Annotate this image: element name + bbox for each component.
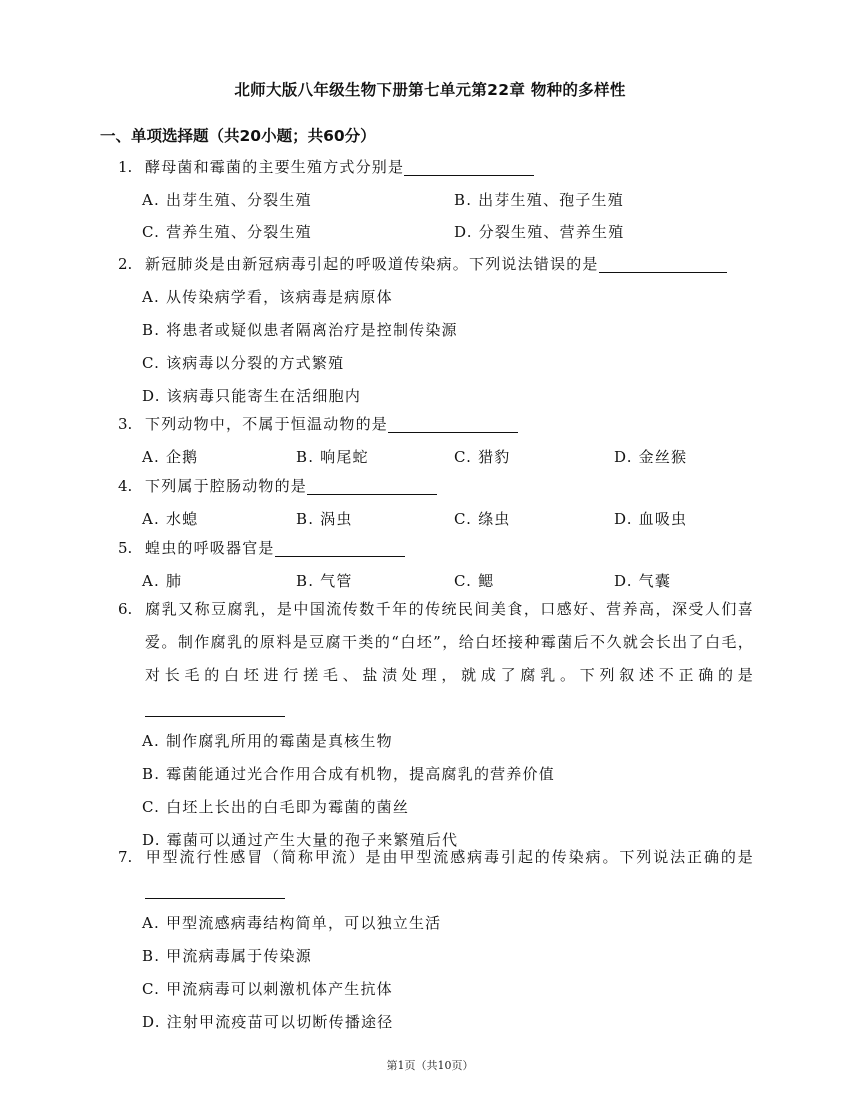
option-a[interactable]: A. 从传染病学看，该病毒是病原体 [142,288,393,306]
option-c[interactable]: C. 鳃 [454,572,495,590]
option-a[interactable]: A. 制作腐乳所用的霉菌是真核生物 [142,732,393,750]
answer-blank[interactable] [145,880,285,899]
option-b[interactable]: B. 出芽生殖、孢子生殖 [454,191,624,209]
option-d[interactable]: D. 气囊 [614,572,672,590]
question-4 [118,470,758,535]
answer-blank[interactable] [307,476,437,495]
option-d[interactable]: D. 分裂生殖、营养生殖 [454,223,625,241]
answer-blank[interactable] [388,414,518,433]
option-b[interactable]: B. 响尾蛇 [296,448,369,466]
option-b[interactable]: B. 气管 [296,572,353,590]
question-stem: 2. 新冠肺炎是由新冠病毒引起的呼吸道传染病。下列说法错误的是 [118,248,758,281]
option-b[interactable]: B. 将患者或疑似患者隔离治疗是控制传染源 [142,321,458,339]
option-a[interactable]: A. 肺 [142,572,183,590]
question-7 [118,841,758,1039]
option-d[interactable]: D. 血吸虫 [614,510,688,528]
answer-blank[interactable] [275,538,405,557]
option-a[interactable]: A. 出芽生殖、分裂生殖 [142,191,312,209]
answer-blank[interactable] [599,254,727,273]
page-number-footer: 第1页（共10页） [386,1059,474,1072]
option-a[interactable]: A. 水螅 [142,510,199,528]
question-stem: 7. 甲型流行性感冒（简称甲流）是由甲型流感病毒引起的传染病。下列说法正确的是 [118,841,758,907]
question-3 [118,408,758,473]
option-b[interactable]: B. 甲流病毒属于传染源 [142,947,312,965]
question-1 [118,151,758,248]
option-b[interactable]: B. 霉菌能通过光合作用合成有机物，提高腐乳的营养价值 [142,765,555,783]
document-title: 北师大版八年级生物下册第七单元第22章 物种的多样性 [234,81,626,99]
option-a[interactable]: A. 甲型流感病毒结构简单，可以独立生活 [142,914,442,932]
question-6 [118,593,758,857]
question-stem: 5. 蝗虫的呼吸器官是 [118,532,758,565]
option-c[interactable]: C. 绦虫 [454,510,511,528]
option-d[interactable]: D. 金丝猴 [614,448,688,466]
option-a[interactable]: A. 企鹅 [142,448,199,466]
option-d[interactable]: D. 注射甲流疫苗可以切断传播途径 [142,1013,394,1031]
option-b[interactable]: B. 涡虫 [296,510,353,528]
option-d[interactable]: D. 该病毒只能寄生在活细胞内 [142,387,362,405]
question-stem: 6. 腐乳又称豆腐乳，是中国流传数千年的传统民间美食，口感好、营养高，深受人们喜爱。制作腐乳的原料是豆腐干类的“白坯”，给白坯接种霉菌后不久就会长出了白毛，对长毛的白坯进行搓毛、盐渍处理，就成了腐乳。下列叙述不正确的是 [118,593,758,725]
question-stem: 3. 下列动物中，不属于恒温动物的是 [118,408,758,441]
question-5 [118,532,758,597]
section-heading: 一、单项选择题（共20小题；共60分） [100,127,376,145]
question-stem: 4. 下列属于腔肠动物的是 [118,470,758,503]
option-c[interactable]: C. 白坯上长出的白毛即为霉菌的菌丝 [142,798,410,816]
question-stem: 1. 酵母菌和霉菌的主要生殖方式分别是 [118,151,758,184]
option-c[interactable]: C. 甲流病毒可以刺激机体产生抗体 [142,980,393,998]
option-c[interactable]: C. 营养生殖、分裂生殖 [142,223,312,241]
option-c[interactable]: C. 猎豹 [454,448,511,466]
question-2 [118,248,758,413]
option-c[interactable]: C. 该病毒以分裂的方式繁殖 [142,354,345,372]
answer-blank[interactable] [404,157,534,176]
option-d[interactable]: D. 霉菌可以通过产生大量的孢子来繁殖后代 [142,831,459,849]
answer-blank[interactable] [145,698,285,717]
